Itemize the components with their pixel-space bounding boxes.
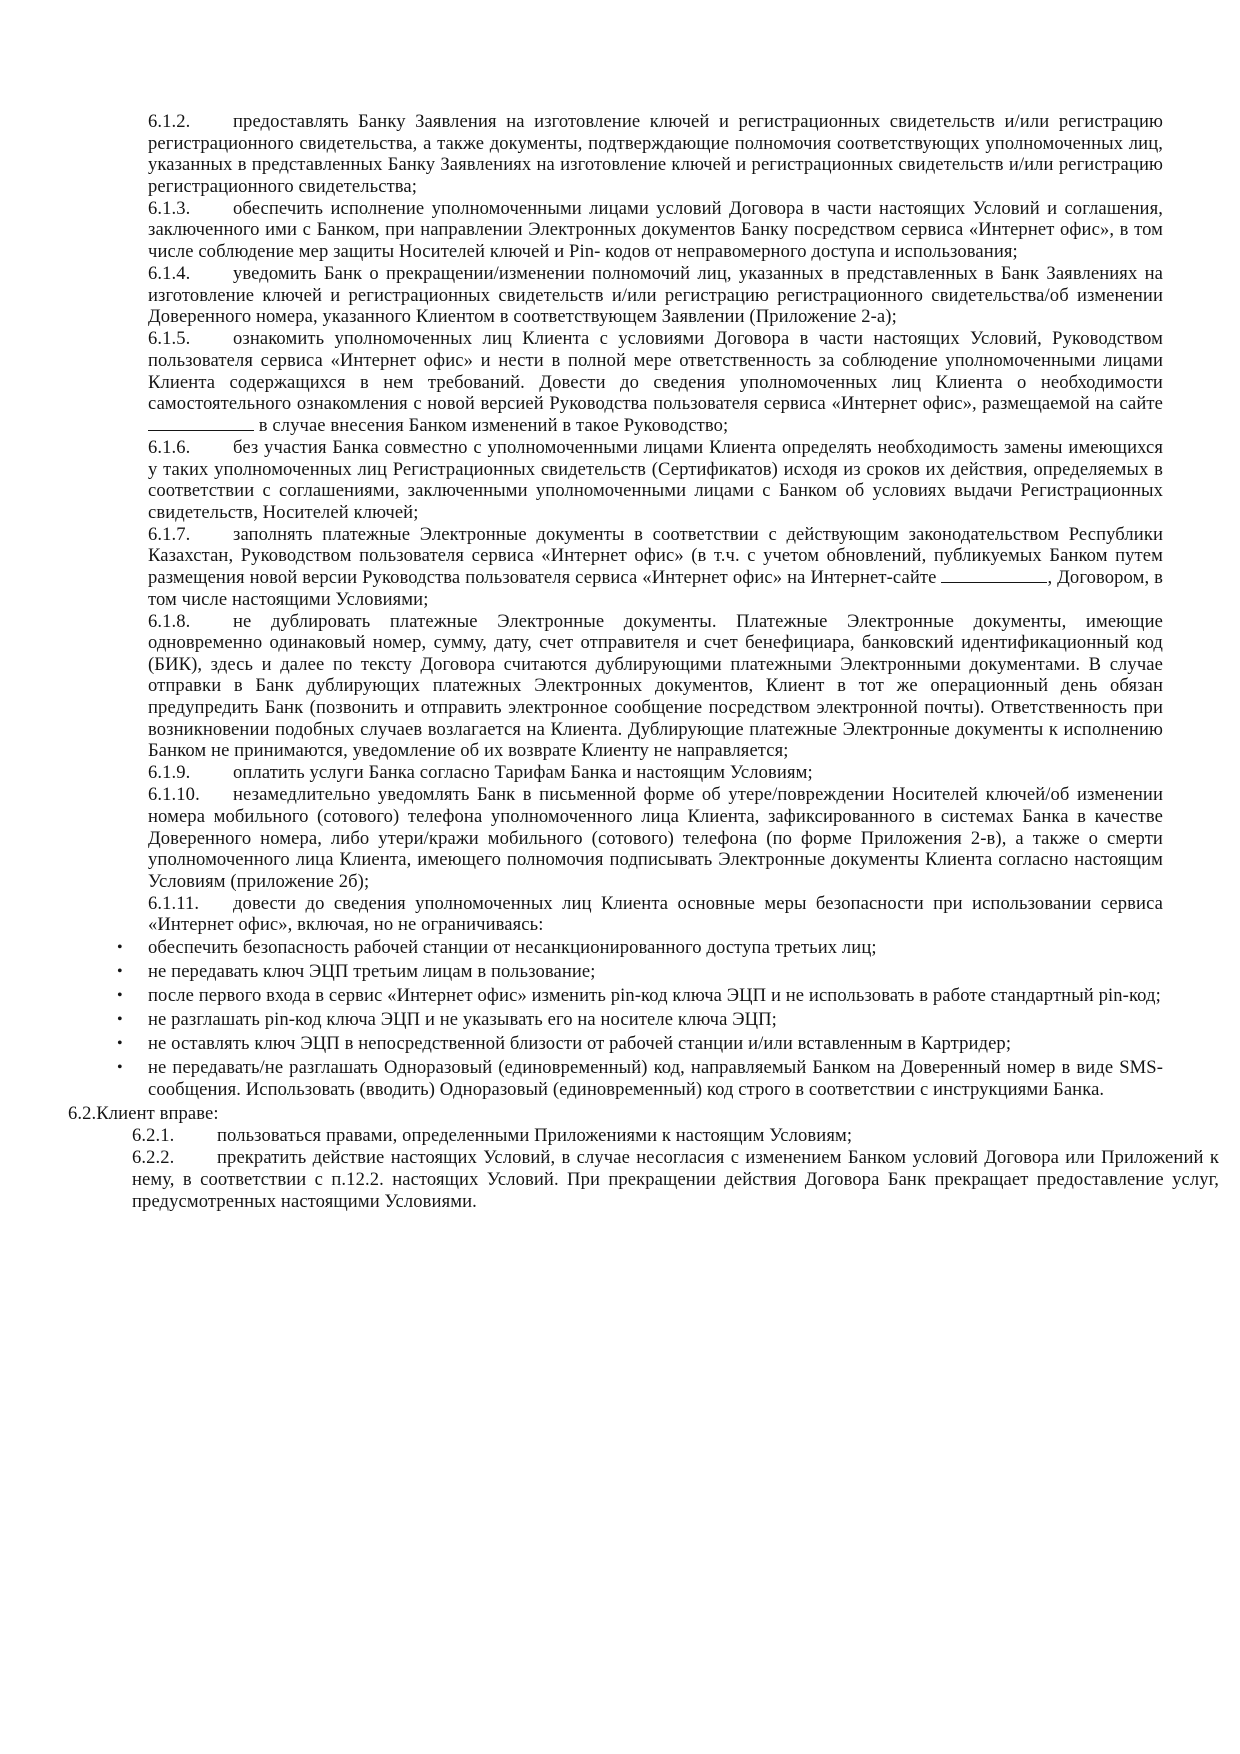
list-item — [110, 1057, 1163, 1100]
clause-text: уведомить Банк о прекращении/изменении полномочий лиц, указанных в представленных в Банк Заявлениях на изготовление ключей и регистрационных свидетельств и/или регистрацию регистрационного свидетельства/об изменении Доверенного номера, указанного Клиентом в соответствующем Заявлении (Приложение 2-а); — [148, 263, 1163, 328]
bullet-icon: • — [117, 1059, 123, 1077]
bullet-icon: • — [117, 938, 123, 956]
blank-line — [941, 568, 1047, 583]
clause-6-1-3 — [148, 198, 1163, 263]
list-item-text: не передавать/не разглашать Одноразовый (единовременный) код, направляемый Банком на Доверенный номер в виде SMS-сообщения. Использовать (вводить) Одноразовый (единовременный) код строго в соответствии с инструкциями Банка. — [148, 1057, 1163, 1100]
list-item-text: после первого входа в сервис «Интернет офис» изменить pin-код ключа ЭЦП и не использовать в работе стандартный pin-код; — [148, 984, 1161, 1006]
clause-6-2-1 — [76, 1125, 1219, 1147]
clause-text: без участия Банка совместно с уполномоченными лицами Клиента определять необходимость замены имеющихся у таких уполномоченных лиц Регистрационных свидетельств (Сертификатов) исходя из сроков их действия, определяемых в соответствии с соглашениями, заключенными уполномоченными лицами с Банком об условиях выдачи Регистрационных свидетельств, Носителей ключей; — [148, 436, 1163, 523]
clause-text: обеспечить исполнение уполномоченными лицами условий Договора в части настоящих Условий и соглашения, заключенного ими с Банком, при направлении Электронных документов Банку посредством сервиса «Интернет офис», в том числе соблюдение мер защиты Носителей ключей и Pin- кодов от неправомерного доступа и использования; — [148, 197, 1163, 263]
clause-text: предоставлять Банку Заявления на изготовление ключей и регистрационных свидетельств и/или регистрацию регистрационного свидетельства, а также документы, подтверждающие полномочия соответствующих уполномоченных лиц, указанных в представленных Банку Заявлениях на изготовление ключей и регистрационных свидетельств и/или регистрацию регистрационного свидетельства; — [148, 111, 1163, 197]
list-item — [110, 937, 1163, 959]
clause-6-1-5 — [148, 328, 1163, 436]
clause-6-2-2 — [76, 1147, 1219, 1212]
bullet-icon: • — [117, 962, 123, 980]
bullet-icon: • — [117, 986, 123, 1004]
clause-number: 6.1.3. — [148, 197, 191, 219]
clause-number: 6.1.9. — [148, 762, 191, 784]
list-item-text: не передавать ключ ЭЦП третьим лицам в пользование; — [148, 960, 596, 982]
bullet-icon: • — [117, 1034, 123, 1052]
clause-number: 6.2.1. — [132, 1125, 175, 1147]
clause-number: 6.2.2. — [132, 1147, 175, 1169]
document-body — [68, 111, 1219, 1213]
clause-number: 6.1.5. — [148, 328, 191, 350]
clause-text-part2: , Договором, в том числе настоящими Условиями; — [148, 566, 1164, 610]
security-measures-list — [110, 937, 1163, 1101]
clause-text: оплатить услуги Банка согласно Тарифам Банка и настоящим Условиям; — [233, 762, 813, 784]
clause-number: 6.1.10. — [148, 784, 200, 806]
list-item-text: не оставлять ключ ЭЦП в непосредственной близости от рабочей станции и/или вставленным в Картридер; — [148, 1032, 1012, 1054]
list-item — [110, 1033, 1163, 1055]
clause-text-part1: заполнять платежные Электронные документы в соответствии с действующим законодательством Республики Казахстан, Руководством пользователя сервиса «Интернет офис» (в т.ч. с учетом обновлений, публикуемых Банком путем размещения новой версии Руководства пользователя сервиса «Интернет офис» на Интернет-сайте — [148, 523, 1163, 588]
clause-6-1-6 — [148, 437, 1163, 523]
clause-6-1-9 — [148, 762, 1163, 784]
clause-number: 6.1.7. — [148, 523, 191, 545]
clause-6-1-7 — [148, 524, 1163, 610]
section-heading-6-2: 6.2.Клиент вправе: — [68, 1102, 219, 1124]
blank-line — [148, 416, 254, 431]
clause-6-1-10 — [148, 784, 1163, 892]
clause-text: не дублировать платежные Электронные документы. Платежные Электронные документы, имеющие одновременно одинаковый номер, сумму, дату, счет отправителя и счет бенефициара, банковский идентификационный код (БИК), здесь и далее по тексту Договора считаются дублирующими платежными Электронными документами. В случае отправки в Банк дублирующих платежных Электронных документов, Клиент в тот же операционный день обязан предупредить Банк (позвонить и отправить электронное сообщение посредством электронной почты). Ответственность при возникновении подобных случаев возлагается на Клиента. Дублирующие платежные Электронные документы к исполнению Банком не принимаются, уведомление об их возврате Клиенту не направляется; — [148, 610, 1163, 762]
list-item-text: обеспечить безопасность рабочей станции от несанкционированного доступа третьих лиц; — [148, 936, 877, 958]
clause-number: 6.1.6. — [148, 436, 191, 458]
clause-text: пользоваться правами, определенными Приложениями к настоящим Условиям; — [217, 1125, 853, 1147]
clause-text: незамедлительно уведомлять Банк в письменной форме об утере/повреждении Носителей ключей/об изменении номера мобильного (сотового) телефона уполномоченного лица Клиента, зафиксированного в системах Банка в качестве Доверенного номера, либо утери/кражи мобильного (сотового) телефона (по форме Приложения 2-в), а также о смерти уполномоченного лица Клиента, имеющего полномочия подписывать Электронные документы Клиента согласно настоящим Условиям (приложение 2б); — [148, 784, 1163, 892]
clause-text: прекратить действие настоящих Условий, в случае несогласия с изменением Банком условий Договора или Приложений к нему, в соответствии с п.12.2. настоящих Условий. При прекращении действия Договора Банк прекращает предоставление услуг, предусмотренных настоящими Условиями. — [132, 1147, 1219, 1212]
list-item-text: не разглашать pin-код ключа ЭЦП и не указывать его на носителе ключа ЭЦП; — [148, 1008, 777, 1030]
clause-6-1-8 — [148, 611, 1163, 762]
clause-number: 6.1.2. — [148, 111, 191, 132]
clause-text-part2: в случае внесения Банком изменений в такое Руководство; — [258, 414, 729, 436]
clause-number: 6.1.8. — [148, 610, 191, 632]
clause-text: довести до сведения уполномоченных лиц Клиента основные меры безопасности при использовании сервиса «Интернет офис», включая, но не ограничиваясь: — [148, 892, 1163, 936]
clause-6-1-4 — [148, 263, 1163, 328]
clause-number: 6.1.4. — [148, 263, 191, 285]
list-item — [110, 985, 1163, 1007]
list-item — [110, 961, 1163, 983]
clause-6-1-11 — [148, 893, 1163, 936]
clause-6-1-2 — [148, 111, 1163, 197]
clause-text-part1: ознакомить уполномоченных лиц Клиента с условиями Договора в части настоящих Условий, Руководством пользователя сервиса «Интернет офис» и нести в полной мере ответственность за соблюдение уполномоченными лицами Клиента содержащихся в нем требований. Довести до сведения уполномоченных лиц Клиента о необходимости самостоятельного ознакомления с новой версией Руководства пользователя сервиса «Интернет офис», размещаемой на сайте — [148, 328, 1163, 415]
list-item — [110, 1009, 1163, 1031]
bullet-icon: • — [117, 1010, 123, 1028]
clause-number: 6.1.11. — [148, 892, 200, 914]
